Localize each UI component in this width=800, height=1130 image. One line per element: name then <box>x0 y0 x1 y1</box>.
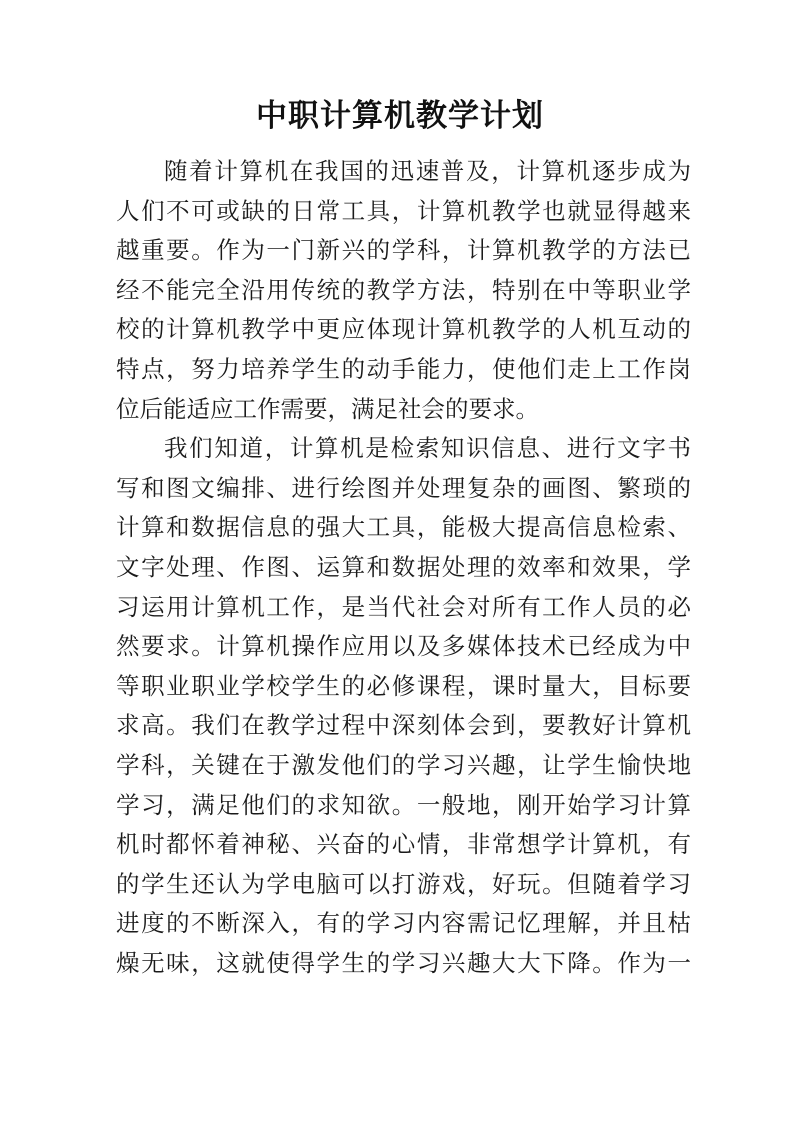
paragraph-line: 文字处理、作图、运算和数据处理的效率和效果，学 <box>116 552 691 581</box>
paragraph-line: 学习，满足他们的求知欲。一般地，刚开始学习计算 <box>116 790 691 819</box>
paragraph-line: 等职业职业学校学生的必修课程，课时量大，目标要 <box>116 671 691 700</box>
paragraph-line: 学科，关键在于激发他们的学习兴趣，让学生愉快地 <box>116 750 691 779</box>
paragraph-line: 位后能适应工作需要，满足社会的要求。 <box>116 394 539 423</box>
paragraph-line: 习运用计算机工作，是当代社会对所有工作人员的必 <box>116 592 691 621</box>
document-body <box>116 152 691 983</box>
paragraph-line: 求高。我们在教学过程中深刻体会到，要教好计算机 <box>116 711 691 740</box>
paragraph-line: 人们不可或缺的日常工具，计算机教学也就显得越来 <box>116 196 691 225</box>
paragraph-2 <box>116 429 691 983</box>
paragraph-line: 经不能完全沿用传统的教学方法，特别在中等职业学 <box>116 275 691 304</box>
paragraph-line: 计算和数据信息的强大工具，能极大提高信息检索、 <box>116 513 691 542</box>
paragraph-line: 燥无味，这就使得学生的学习兴趣大大下降。作为一 <box>116 948 691 977</box>
paragraph-line: 特点，努力培养学生的动手能力，使他们走上工作岗 <box>116 354 691 383</box>
paragraph-line: 写和图文编排、进行绘图并处理复杂的画图、繁琐的 <box>116 473 691 502</box>
paragraph-line: 然要求。计算机操作应用以及多媒体技术已经成为中 <box>116 632 691 661</box>
paragraph-line: 的学生还认为学电脑可以打游戏，好玩。但随着学习 <box>116 869 691 898</box>
paragraph-line: 校的计算机教学中更应体现计算机教学的人机互动的 <box>116 315 691 344</box>
paragraph-line: 随着计算机在我国的迅速普及，计算机逐步成为 <box>164 157 691 185</box>
paragraph-line: 机时都怀着神秘、兴奋的心情，非常想学计算机，有 <box>116 830 691 859</box>
paragraph-line: 进度的不断深入，有的学习内容需记忆理解，并且枯 <box>116 909 691 938</box>
paragraph-line: 我们知道，计算机是检索知识信息、进行文字书 <box>164 434 691 463</box>
paragraph-1 <box>116 152 691 429</box>
document-title: 中职计算机教学计划 <box>256 98 544 134</box>
paragraph-line: 越重要。作为一门新兴的学科，计算机教学的方法已 <box>116 236 691 265</box>
